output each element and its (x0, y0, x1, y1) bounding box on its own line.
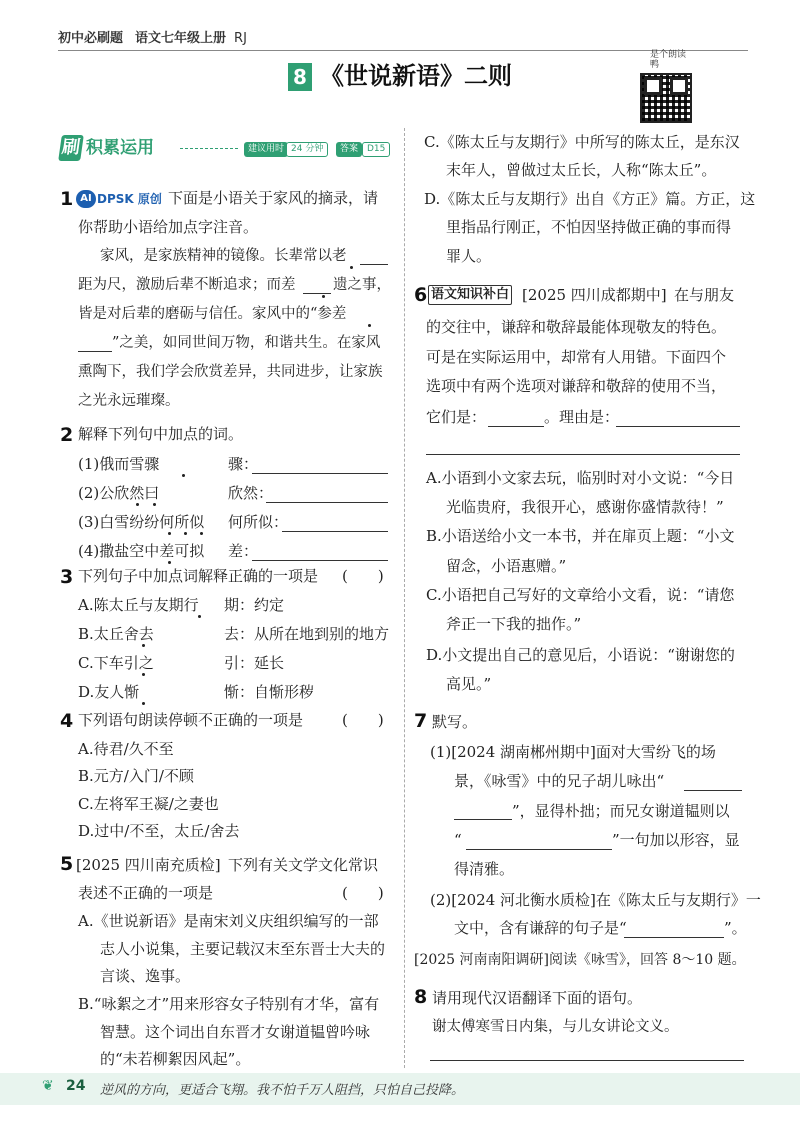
q3-answer-paren[interactable]: ( ) (342, 567, 384, 585)
q6-stem-5a: 它们是： (426, 408, 487, 426)
q2-label-4: 差： (228, 542, 259, 560)
q2-stem: 解释下列句中加点的词。 (78, 425, 244, 443)
q3-option-d-def: 惭：自惭形秽 (224, 683, 315, 701)
q7-stem: 默写。 (432, 713, 478, 731)
section-title: 积累运用 (86, 138, 154, 158)
q1-passage-6: 之光永远璀璨。 (78, 393, 180, 409)
q6-stem-2: 的交往中，谦辞和敬辞最能体现敬友的特色。 (426, 318, 727, 336)
edition: RJ (234, 31, 247, 46)
q6-stem-4: 选项中有两个选项对谦辞和敬辞的使用不当， (426, 377, 727, 395)
q1-blank-3[interactable] (78, 351, 112, 352)
q7-1-blank-1b[interactable] (454, 819, 512, 820)
q3-stem: 下列句子中加点词解释正确的一项是 (78, 567, 319, 585)
q2-item-3: (3)白雪纷纷何所似 (78, 513, 205, 531)
q3-option-a-def: 期：约定 (224, 596, 285, 614)
q6-option-d-2: 高见。” (446, 675, 492, 693)
q5-option-c-2: 末年人，曾做过太丘长，人称“陈太丘”。 (446, 161, 717, 179)
answer-page: D15 (362, 142, 390, 157)
q7-1-line-4a: “ (454, 831, 462, 849)
q6-option-a-1[interactable]: A.小语到小文家去玩，临别时对小文说：“今日 (426, 469, 735, 487)
subject-name: 语文七年级上册 (135, 31, 227, 46)
leaf-icon: ❦ (42, 1078, 54, 1094)
q6-answer-reason-2[interactable] (426, 454, 740, 455)
q1-passage-2b: 遗之事， (333, 277, 391, 293)
q1-stem-2: 你帮助小语给加点字注音。 (78, 218, 259, 236)
q6-stem-5b: 。理由是： (544, 408, 620, 426)
emphasis-dot (350, 266, 353, 269)
emphasis-dot (368, 324, 371, 327)
emphasis-dot (168, 561, 171, 564)
answer-label: 答案 (336, 142, 362, 157)
q7-2-line-2a: 文中，含有谦辞的句子是“ (454, 919, 627, 937)
running-header (58, 27, 247, 46)
q6-stem-3: 可是在实际运用中，却常有人用错。下面四个 (426, 348, 727, 366)
emphasis-dot (200, 532, 203, 535)
q7-2-line-1: (2)[2024 河北衡水质检]在《陈太丘与友期行》一 (430, 891, 761, 909)
emphasis-dot (142, 702, 145, 705)
emphasis-dot (136, 503, 139, 506)
q5-option-d-2: 里指品行刚正，不怕因坚持做正确的事而得 (446, 218, 732, 236)
q2-item-4: (4)撒盐空中差可拟 (78, 542, 205, 560)
q5-option-c-1[interactable]: C.《陈太丘与友期行》中所写的陈太丘，是东汉 (424, 133, 740, 151)
q7-1-line-5: 得清雅。 (454, 860, 515, 878)
q4-option-d[interactable]: D.过中/不至，太丘/舍去 (78, 822, 240, 840)
q7-1-line-1: (1)[2024 湖南郴州期中]面对大雪纷飞的场 (430, 743, 716, 761)
q2-label-3: 何所似： (228, 513, 289, 531)
q6-source: [2025 四川成都期中] (522, 286, 667, 304)
q5-option-d-3: 罪人。 (446, 247, 492, 265)
q5-option-b-3: 的“未若柳絮因风起”。 (100, 1050, 251, 1068)
q6-stem-1: 在与朋友 (674, 286, 735, 304)
lesson-title: 《世说新语》二则 (320, 61, 512, 90)
q5-stem-2: 表述不正确的一项是 (78, 884, 214, 902)
header-rule (58, 50, 748, 51)
book-name: 初中必刷题 (58, 31, 124, 46)
q1-passage-4: ”之美，如同世间万物，和谐共生。在家风 (112, 335, 381, 351)
q4-option-a[interactable]: A.待君/久不至 (78, 740, 174, 758)
q5-option-a-2: 志人小说集，主要记载汉末至东晋士大夫的 (100, 940, 386, 958)
q1-passage-2a: 距为尺，激励后辈不断追求；而差 (78, 277, 296, 293)
q3-option-a[interactable]: A.陈太丘与友期行 (78, 596, 199, 614)
q5-option-a-1[interactable]: A.《世说新语》是南宋刘义庆组织编写的一部 (78, 912, 379, 930)
q1-stem-1: 下面是小语关于家风的摘录，请 (168, 189, 379, 207)
q2-label-2: 欣然： (228, 484, 274, 502)
emphasis-dot (182, 474, 185, 477)
q1-passage-3: 皆是对后辈的磨砺与信任。家风中的“参差 (78, 306, 347, 322)
q3-number: 3 (60, 566, 74, 588)
reading-instruction: [2025 河南南阳调研]阅读《咏雪》，回答 8～10 题。 (414, 952, 746, 968)
time-label: 建议用时 (244, 142, 288, 157)
dpsk-badge: DPSK 原创 (97, 192, 162, 206)
q5-option-b-2: 智慧。这个词出自东晋才女谢道韫曾吟咏 (100, 1023, 371, 1041)
q5-option-a-3: 言谈、逸事。 (100, 967, 191, 985)
q7-1-blank-2[interactable] (466, 849, 612, 850)
page-number: 24 (66, 1078, 86, 1094)
q6-option-c-2: 斧正一下我的拙作。” (446, 615, 582, 633)
q5-answer-paren[interactable]: ( ) (342, 884, 384, 902)
q1-blank-1[interactable] (360, 264, 388, 265)
q4-answer-paren[interactable]: ( ) (342, 711, 384, 729)
q8-number: 8 (414, 986, 428, 1008)
emphasis-dot (198, 615, 201, 618)
q5-stem-1: 下列有关文学文化常识 (228, 856, 379, 874)
emphasis-dot (153, 503, 156, 506)
q4-option-c[interactable]: C.左将军王凝/之妻也 (78, 795, 219, 813)
q4-option-b[interactable]: B.元方/入门/不顾 (78, 767, 194, 785)
q6-option-d-1[interactable]: D.小文提出自己的意见后，小语说：“谢谢您的 (426, 646, 735, 664)
q5-source: [2025 四川南充质检] (76, 856, 221, 874)
q6-answer-choices[interactable] (488, 426, 544, 427)
q3-option-b-def: 去：从所在地到别的地方 (224, 625, 390, 643)
q2-answer-1[interactable] (252, 473, 388, 474)
q6-option-c-1[interactable]: C.小语把自己写好的文章给小文看，说：“请您 (426, 586, 735, 604)
q2-item-1: (1)俄而雪骤 (78, 455, 160, 473)
q2-label-1: 骤： (228, 455, 259, 473)
q2-answer-2[interactable] (266, 502, 388, 503)
q2-answer-4[interactable] (252, 560, 388, 561)
q8-answer-line[interactable] (430, 1060, 744, 1061)
ai-icon: AI (76, 190, 96, 208)
q7-1-line-4b: ”一句加以形容，显 (612, 831, 740, 849)
lesson-number: 8 (288, 63, 312, 91)
q1-number: 1 (60, 188, 74, 210)
q3-option-c-def: 引：延长 (224, 654, 285, 672)
column-divider (404, 128, 405, 1068)
q7-1-line-2: 景，《咏雪》中的兄子胡儿咏出“ (454, 772, 665, 790)
q8-sentence: 谢太傅寒雪日内集，与儿女讲论文义。 (432, 1019, 679, 1035)
q7-2-line-2b: ”。 (724, 919, 747, 937)
q6-answer-reason-1[interactable] (616, 426, 740, 427)
q5-option-b-1[interactable]: B.“咏絮之才”用来形容女子特别有才华，富有 (78, 995, 380, 1013)
q6-option-a-2: 光临贵府，我很开心，感谢你盛情款待！” (446, 498, 724, 516)
q2-answer-3[interactable] (282, 531, 388, 532)
emphasis-dot (168, 532, 171, 535)
footer-motto: 逆风的方向，更适合飞翔。我不怕千万人阻挡，只怕自己投降。 (100, 1083, 465, 1098)
q7-1-line-3: ”，显得朴拙；而兄女谢道韫则以 (512, 802, 730, 820)
q3-option-b[interactable]: B.太丘舍去 (78, 625, 154, 643)
q3-option-c[interactable]: C.下车引之 (78, 654, 154, 672)
q2-number: 2 (60, 424, 74, 446)
q4-stem: 下列语句朗读停顿不正确的一项是 (78, 711, 304, 729)
q1-passage-1: 家风，是家族精神的镜像。长辈常以老 (100, 248, 347, 264)
q5-option-d-1[interactable]: D.《陈太丘与友期行》出自《方正》篇。方正，这 (424, 190, 756, 208)
qr-label: 是个朗读鸭 (650, 50, 687, 70)
q6-option-b-1[interactable]: B.小语送给小文一本书，并在扉页上题：“小文 (426, 527, 735, 545)
q1-passage-5: 熏陶下，我们学会欣赏差异，共同进步，让家族 (78, 364, 383, 380)
q7-1-blank-1a[interactable] (684, 790, 742, 791)
q7-2-blank[interactable] (624, 937, 724, 938)
time-value: 24 分钟 (286, 142, 328, 157)
q7-number: 7 (414, 710, 428, 732)
emphasis-dot (184, 532, 187, 535)
q6-number: 6 (414, 284, 428, 306)
q3-option-d[interactable]: D.友人惭 (78, 683, 140, 701)
q6-option-b-2: 留念，小语惠赠。” (446, 557, 567, 575)
emphasis-dot (142, 673, 145, 676)
q1-blank-2[interactable] (303, 293, 331, 294)
q8-stem: 请用现代汉语翻译下面的语句。 (432, 989, 643, 1007)
section-dash (180, 148, 238, 149)
q4-number: 4 (60, 710, 74, 732)
q2-item-2: (2)公欣然曰 (78, 484, 160, 502)
emphasis-dot (142, 644, 145, 647)
q6-tag: 语文知识补白 (428, 285, 512, 305)
emphasis-dot (322, 295, 325, 298)
qr-code[interactable] (640, 73, 692, 123)
section-brush-icon: 刷 (58, 135, 84, 161)
q5-number: 5 (60, 853, 74, 875)
